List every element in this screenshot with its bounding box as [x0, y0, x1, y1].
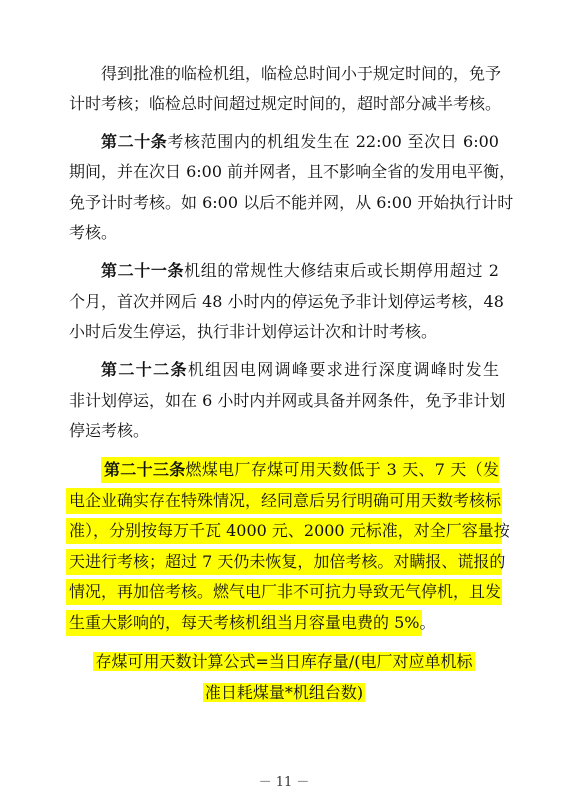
article-23-line: 情况，再加倍考核。燃气电厂非不可抗力导致无气停机，且发	[69, 582, 502, 601]
page-number: － 11 －	[258, 775, 310, 790]
article-23-line: 电企业确实存在特殊情况，经同意后另行明确可用天数考核标	[69, 491, 502, 510]
article-22-line: 第二十二条机组因电网调峰要求进行深度调峰时发生	[101, 360, 499, 379]
article-20-line: 考核。	[69, 223, 118, 242]
article-23-line: 第二十三条燃煤电厂存煤可用天数低于 3 天、7 天（发	[104, 460, 499, 479]
article-20-line: 期间，并在次日 6:00 前并网者，且不影响全省的发用电平衡，	[69, 162, 516, 181]
article-21-line: 小时后发生停运，执行非计划停运计次和计时考核。	[69, 322, 438, 341]
formula-line: 存煤可用天数计算公式=当日库存量/(电厂对应单机标	[95, 652, 473, 671]
article-23-line: 生重大影响的，每天考核机组当月容量电费的 5%。	[69, 613, 436, 632]
formula-line: 准日耗煤量*机组台数)	[204, 683, 364, 702]
paragraph-line: 得到批准的临检机组，临检总时间小于规定时间的，免予	[101, 64, 502, 83]
article-20-title: 第二十条	[101, 132, 168, 151]
article-21-line: 个月，首次并网后 48 小时内的停运免予非计划停运考核，48	[69, 292, 504, 311]
article-23-line: 天进行考核；超过 7 天仍未恢复，加倍考核。对瞒报、谎报的	[69, 552, 506, 571]
article-22-title: 第二十二条	[101, 360, 188, 379]
article-23-line: 准），分别按每万千瓦 4000 元、2000 元标准，对全厂容量按	[69, 521, 510, 540]
article-21-title: 第二十一条	[101, 261, 185, 280]
article-20-line: 第二十条考核范围内的机组发生在 22:00 至次日 6:00	[101, 132, 499, 151]
article-22-line: 停运考核。	[69, 421, 150, 440]
article-22-line: 非计划停运，如在 6 小时内并网或具备并网条件，免予非计划	[69, 391, 506, 410]
article-23-title: 第二十三条	[104, 460, 186, 479]
paragraph-line: 计时考核；临检总时间超过规定时间的，超时部分减半考核。	[69, 94, 502, 113]
article-21-line: 第二十一条机组的常规性大修结束后或长期停用超过 2	[101, 261, 499, 280]
article-20-line: 免予计时考核。如 6:00 以后不能并网，从 6:00 开始执行计时	[69, 193, 514, 212]
